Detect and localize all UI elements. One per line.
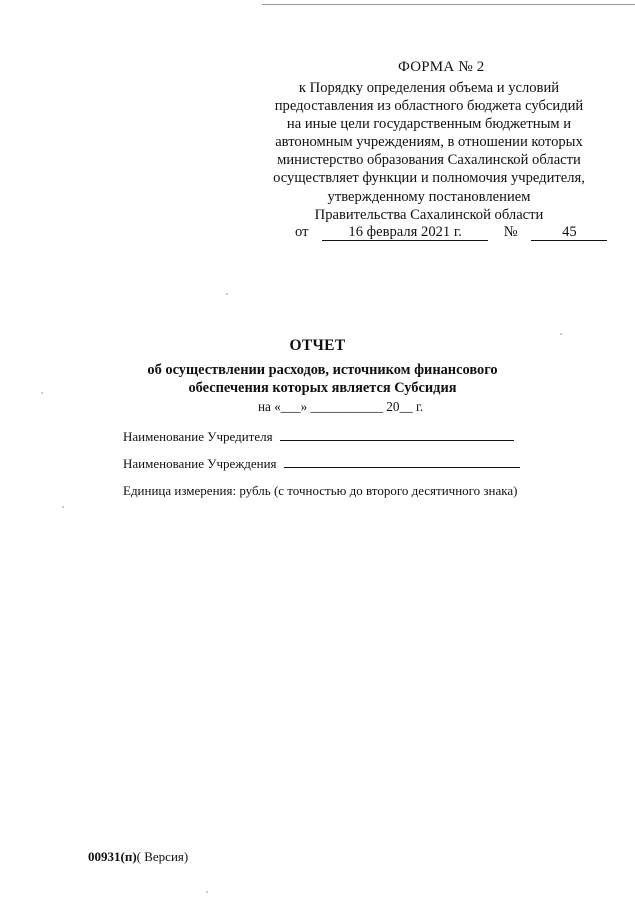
- scan-speck: [62, 506, 64, 508]
- report-subtitle-line: об осуществлении расходов, источником финансового: [147, 362, 498, 378]
- institution-blank-line: [284, 455, 520, 468]
- scan-speck: [226, 293, 228, 295]
- approval-block: [260, 79, 598, 224]
- approval-line: на иные цели государственным бюджетным и: [286, 116, 572, 133]
- approval-line: утвержденному постановлением: [327, 188, 531, 205]
- report-subtitle-line: обеспечения которых является Субсидия: [188, 380, 457, 396]
- document-code-number: 00931(п): [88, 849, 137, 864]
- document-version: ( Версия): [136, 849, 189, 864]
- document-code: [88, 849, 188, 865]
- report-date-line: на «___» ___________ 20__ г.: [258, 399, 424, 414]
- report-title: ОТЧЕТ: [289, 337, 346, 354]
- scan-top-edge-line: [262, 4, 635, 5]
- approval-line: Правительства Сахалинской области: [314, 206, 544, 223]
- unit-of-measure: Единица измерения: рубль (с точностью до второго десятичного знака): [123, 483, 518, 498]
- scan-speck: [41, 392, 43, 394]
- institution-field: [123, 455, 520, 472]
- founder-label: Наименование Учредителя: [123, 429, 273, 444]
- approval-line: к Порядку определения объема и условий: [298, 80, 560, 96]
- report-subtitle: [120, 361, 525, 397]
- founder-field: [123, 428, 514, 445]
- approval-line: министерство образования Сахалинской области: [277, 152, 581, 169]
- number-label: №: [503, 224, 518, 240]
- institution-label: Наименование Учреждения: [123, 456, 277, 471]
- scan-speck: [206, 891, 208, 893]
- form-number: ФОРМА № 2: [398, 59, 485, 75]
- from-label: от: [295, 224, 309, 240]
- approval-line: предоставления из областного бюджета субсидий: [274, 98, 584, 115]
- founder-blank-line: [280, 428, 514, 441]
- approval-number: 45: [531, 224, 607, 241]
- approval-date-line: [295, 224, 607, 241]
- scan-speck: [560, 333, 562, 335]
- approval-line: осуществляет функции и полномочия учредителя,: [273, 170, 585, 187]
- approval-line: автономным учреждениям, в отношении которых: [275, 134, 583, 151]
- approval-date: 16 февраля 2021 г.: [322, 224, 488, 241]
